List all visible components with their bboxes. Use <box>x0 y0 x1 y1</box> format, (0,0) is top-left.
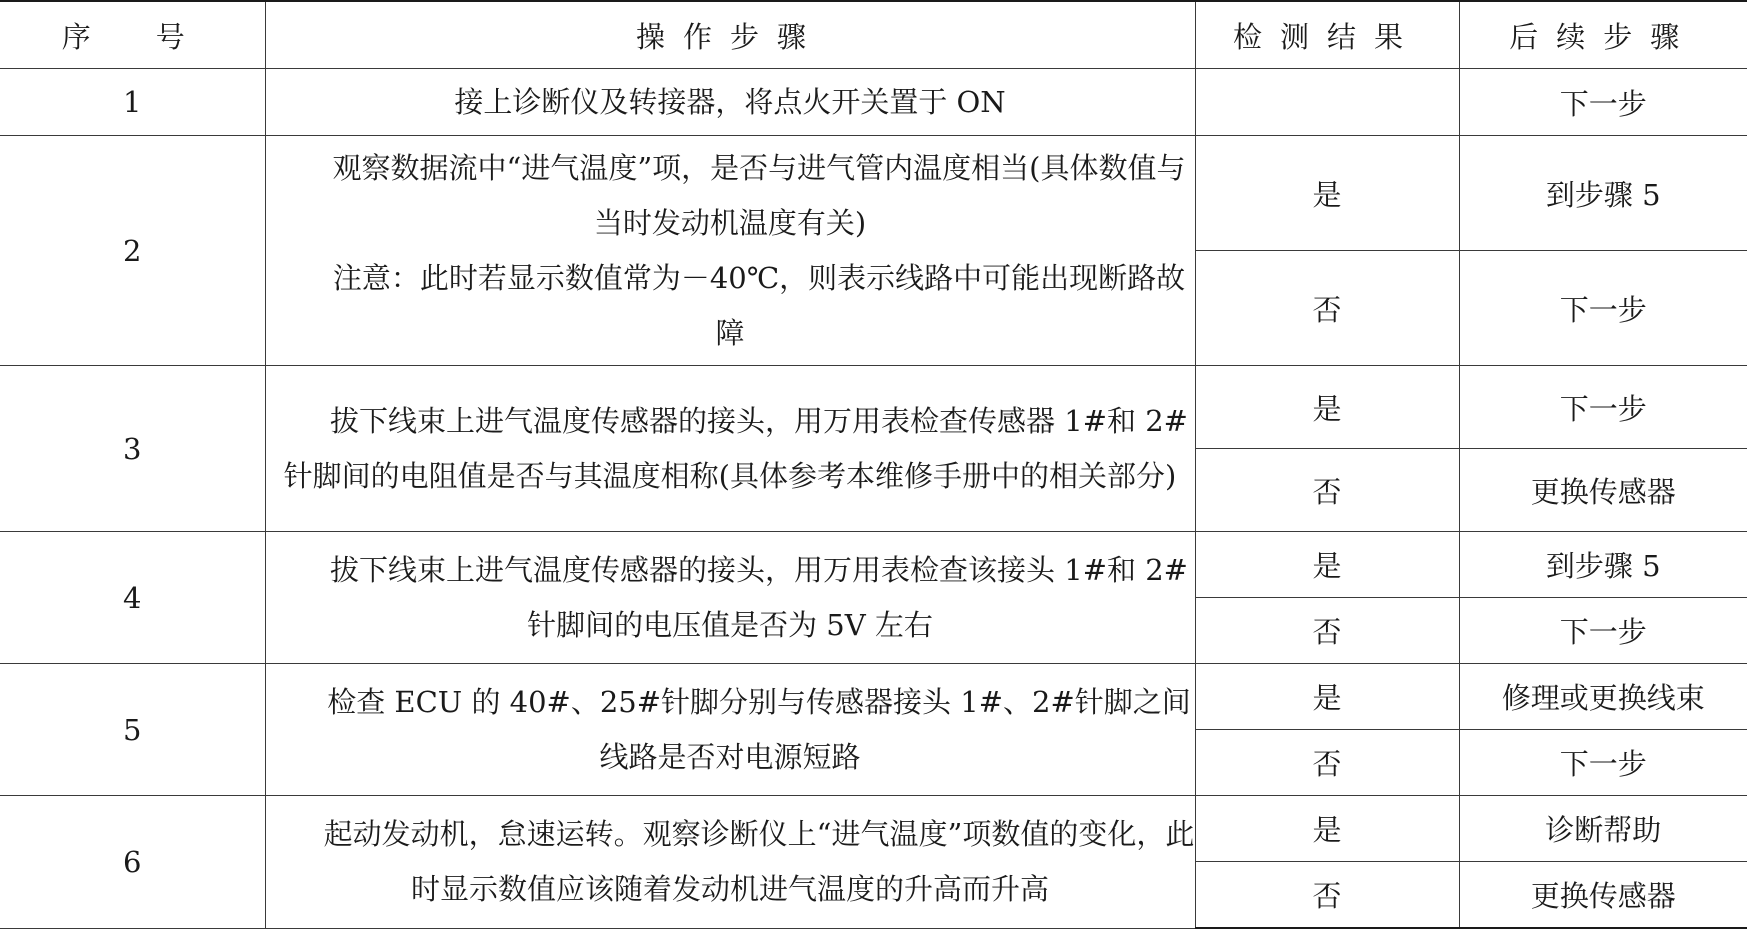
header-no: 序 号 <box>0 1 265 69</box>
row-number: 1 <box>0 69 265 136</box>
step-description <box>265 366 1195 532</box>
table-row <box>0 136 1747 251</box>
row-number: 2 <box>0 136 265 366</box>
row-number: 6 <box>0 796 265 929</box>
step-text: 拔下线束上进气温度传感器的接头，用万用表检查传感器 1#和 2#针脚间的电阻值是否与其温度相称(具体参考本维修手册中的相关部分) <box>283 403 1188 493</box>
result-cell: 否 <box>1195 730 1459 796</box>
step-text: 检查 ECU 的 40#、25#针脚分别与传感器接头 1#、2#针脚之间线路是否对电源短路 <box>327 684 1191 774</box>
result-cell: 是 <box>1195 136 1459 251</box>
table-row <box>0 366 1747 449</box>
step-description <box>265 796 1195 929</box>
header-next: 后续步骤 <box>1459 1 1747 69</box>
step-description <box>265 664 1195 796</box>
table-row <box>0 532 1747 598</box>
step-note: 注意：此时若显示数值常为－40℃，则表示线路中可能出现断路故障 <box>332 260 1186 350</box>
result-cell: 是 <box>1195 532 1459 598</box>
row-number: 5 <box>0 664 265 796</box>
step-description <box>265 69 1195 136</box>
next-step-cell: 下一步 <box>1459 730 1747 796</box>
step-text: 拔下线束上进气温度传感器的接头，用万用表检查该接头 1#和 2#针脚间的电压值是否为 5V 左右 <box>330 552 1188 642</box>
header-result: 检测结果 <box>1195 1 1459 69</box>
next-step-cell: 更换传感器 <box>1459 449 1747 532</box>
next-step-cell: 到步骤 5 <box>1459 532 1747 598</box>
row-number: 4 <box>0 532 265 664</box>
next-step-cell: 下一步 <box>1459 366 1747 449</box>
next-step-cell: 更换传感器 <box>1459 862 1747 929</box>
next-step-cell: 诊断帮助 <box>1459 796 1747 862</box>
result-cell: 是 <box>1195 664 1459 730</box>
next-step-cell: 下一步 <box>1459 69 1747 136</box>
header-step: 操作步骤 <box>265 1 1195 69</box>
result-cell: 否 <box>1195 449 1459 532</box>
row-number: 3 <box>0 366 265 532</box>
step-description <box>265 532 1195 664</box>
result-cell: 否 <box>1195 862 1459 929</box>
result-cell: 否 <box>1195 598 1459 664</box>
result-cell <box>1195 69 1459 136</box>
next-step-cell: 下一步 <box>1459 251 1747 366</box>
table-row <box>0 69 1747 136</box>
table-row <box>0 664 1747 730</box>
header-row <box>0 1 1747 69</box>
step-description <box>265 136 1195 366</box>
next-step-cell: 下一步 <box>1459 598 1747 664</box>
result-cell: 否 <box>1195 251 1459 366</box>
next-step-cell: 到步骤 5 <box>1459 136 1747 251</box>
step-text: 起动发动机，怠速运转。观察诊断仪上“进气温度”项数值的变化，此时显示数值应该随着发动机进气温度的升高而升高 <box>323 816 1195 906</box>
step-text: 接上诊断仪及转接器，将点火开关置于 ON <box>454 84 1006 119</box>
table-row <box>0 796 1747 862</box>
result-cell: 是 <box>1195 366 1459 449</box>
next-step-cell: 修理或更换线束 <box>1459 664 1747 730</box>
step-text: 观察数据流中“进气温度”项，是否与进气管内温度相当(具体数值与当时发动机温度有关) <box>332 150 1186 240</box>
result-cell: 是 <box>1195 796 1459 862</box>
